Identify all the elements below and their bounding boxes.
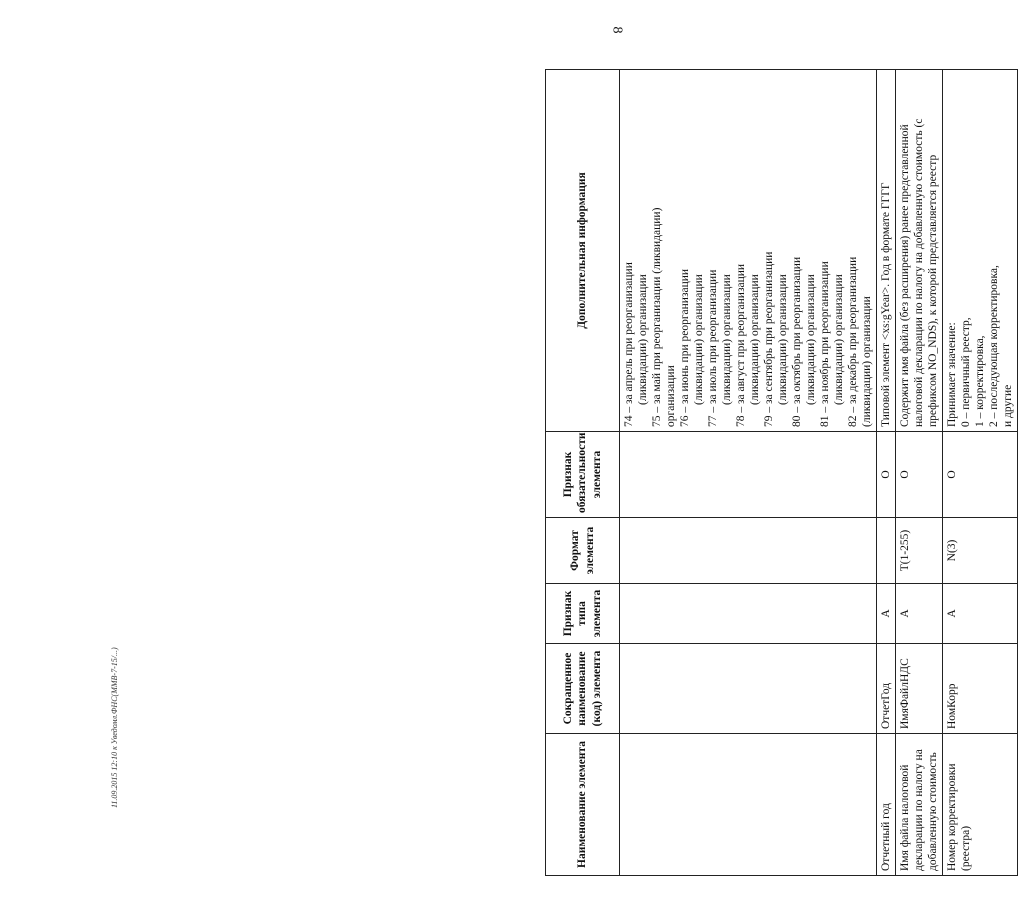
table-row-vat-declaration-file (896, 70, 943, 876)
cell-info: Содержит имя файла (без расширения) ранее представленной налоговой декларации по налогу на добавленную стоимость (с префиксом NO_NDS), к которой представляется реестр (896, 70, 943, 432)
info-line: 2 – последующая корректировка, (988, 265, 1001, 427)
info-line: 77 – за июль при реорганизации (707, 269, 720, 427)
header-element-type: Признак типа элемента (546, 584, 620, 644)
cell-required: О (943, 432, 1018, 518)
cell-name: Отчетный год (877, 734, 896, 876)
cell-info (943, 70, 1018, 432)
cell-required: О (896, 432, 943, 518)
cell-name: Имя файла налоговой декларации по налогу на добавленную стоимость (896, 734, 943, 876)
header-element-name: Наименование элемента (546, 734, 620, 876)
info-line: 78 – за август при реорганизации (735, 263, 748, 427)
header-element-code: Сокращенное наименование (код) элемента (546, 644, 620, 734)
header-additional-info: Дополнительная информация (546, 70, 620, 432)
header-element-format: Формат элемента (546, 518, 620, 584)
info-line: (ликвидации) организации (777, 274, 790, 405)
info-line: 76 – за июнь при реорганизации (679, 268, 692, 427)
table-header-row (546, 70, 620, 876)
cell-info: Типовой элемент <xs:gYear>. Год в формате ГГГГ (877, 70, 896, 432)
info-line: (ликвидации) организации (861, 296, 874, 427)
cell-format: T(1-255) (896, 518, 943, 584)
info-line: 82 – за декабрь при реорганизации (847, 256, 860, 427)
cell-type: А (943, 584, 1018, 644)
info-line: (ликвидации) организации (637, 274, 650, 405)
cell-code: НомКорр (943, 644, 1018, 734)
info-line: (ликвидации) организации (721, 274, 734, 405)
info-line: (ликвидации) организации (833, 274, 846, 405)
info-line: 0 – первичный реестр, (960, 317, 973, 427)
cell-type: А (896, 584, 943, 644)
cell-type: А (877, 584, 896, 644)
info-line: организации (665, 365, 678, 427)
header-element-required: Признак обязательности элемента (546, 432, 620, 518)
page-number: 8 (609, 26, 625, 34)
table-row-continuation (620, 70, 877, 876)
element-spec-table (545, 69, 1018, 876)
cell-format: N(3) (943, 518, 1018, 584)
info-line: (ликвидации) организации (749, 274, 762, 405)
info-line: 74 – за апрель при реорганизации (623, 262, 635, 427)
cell-code: ОтчетГод (877, 644, 896, 734)
cell-format (877, 518, 896, 584)
info-line: Принимает значение: (946, 322, 959, 427)
cell-required: О (877, 432, 896, 518)
table-row-report-year (877, 70, 896, 876)
continuation-info-cell (620, 70, 877, 432)
cell-code: ИмяФайлНДС (896, 644, 943, 734)
info-line: 1 – корректировка, (974, 335, 987, 427)
table-row-correction-number (943, 70, 1018, 876)
info-line: 81 – за ноябрь при реорганизации (819, 261, 832, 427)
info-line: 75 – за май при реорганизации (ликвидации) (651, 207, 664, 427)
info-line: (ликвидации) организации (693, 274, 706, 405)
info-line: и другие (1002, 384, 1015, 427)
footer-stamp: 11.09.2015 12:10 к Уведомл.ФНС(ММВ-7-15/...) (110, 647, 119, 808)
info-line: 79 – за сентябрь при реорганизации (763, 251, 776, 427)
cell-name: Номер корректировки (реестра) (943, 734, 1018, 876)
rotated-page-content (545, 16, 1015, 876)
info-line: 80 – за октябрь при реорганизации (791, 256, 804, 427)
info-line: (ликвидации) организации (805, 274, 818, 405)
